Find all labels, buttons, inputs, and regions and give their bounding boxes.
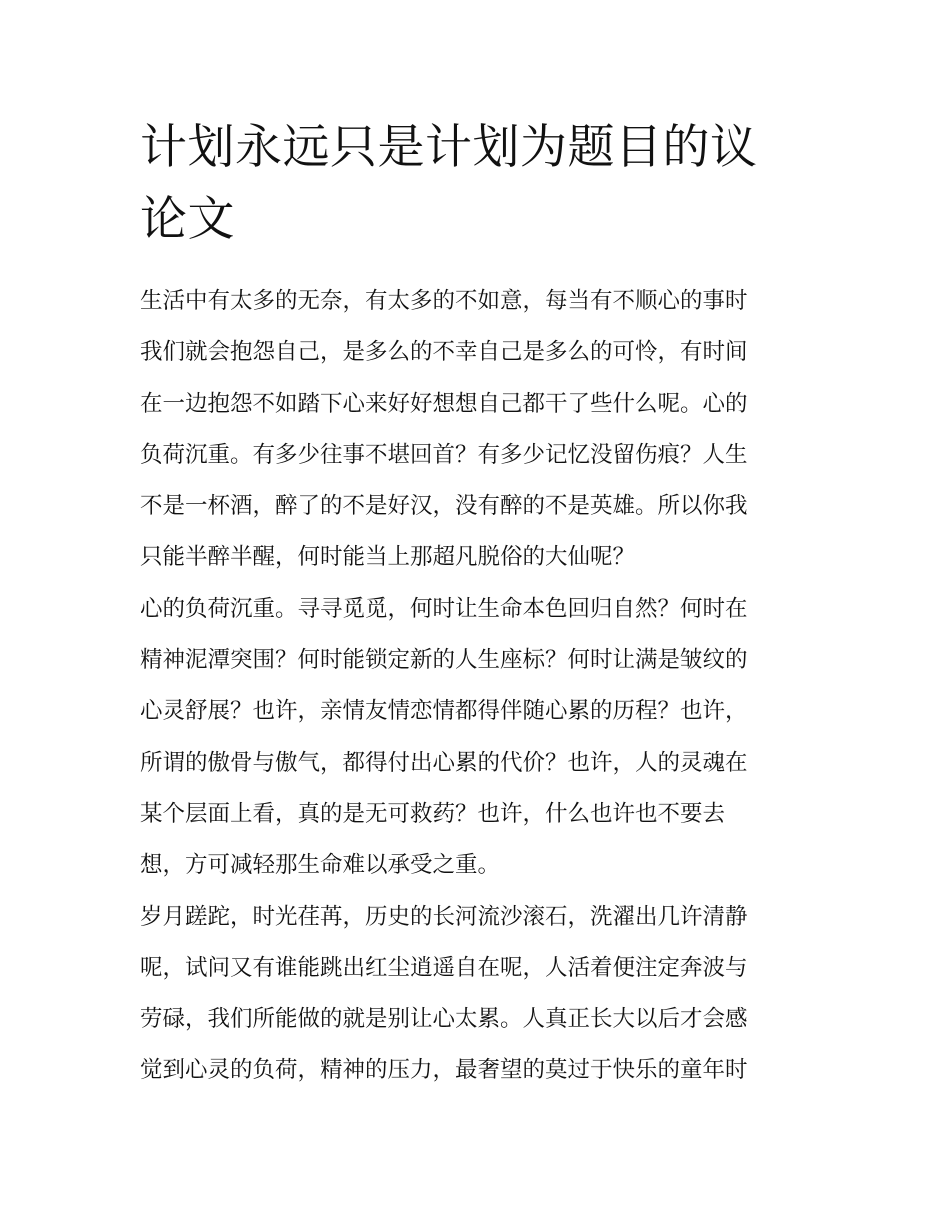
title-line: 论文	[140, 192, 235, 247]
text-line: 觉到心灵的负荷，精神的压力，最奢望的莫过于快乐的童年时	[140, 1057, 748, 1084]
paragraph-2	[140, 584, 812, 892]
paragraph-1	[140, 276, 812, 584]
text-line: 生活中有太多的无奈，有太多的不如意，每当有不顺心的事时	[140, 288, 748, 314]
text-line: 负荷沉重。有多少往事不堪回首？有多少记忆没留伤痕？人生	[140, 441, 748, 468]
text-line: 不是一杯酒，醉了的不是好汉，没有醉的不是英雄。所以你我	[140, 493, 748, 520]
document-title	[140, 112, 812, 256]
text-line: 想，方可减轻那生命难以承受之重。	[140, 852, 501, 879]
text-line: 呢，试问又有谁能跳出红尘逍遥自在呢，人活着便注定奔波与	[140, 954, 748, 981]
text-line: 心灵舒展？也许，亲情友情恋情都得伴随心累的历程？也许，	[140, 698, 748, 725]
text-line: 在一边抱怨不如踏下心来好好想想自己都干了些什么呢。心的	[140, 390, 748, 417]
text-line: 我们就会抱怨自己，是多么的不幸自己是多么的可怜，有时间	[140, 339, 748, 366]
text-line: 只能半醉半醒，何时能当上那超凡脱俗的大仙呢？	[140, 544, 636, 571]
paragraph-3	[140, 892, 812, 1097]
text-line: 所谓的傲骨与傲气，都得付出心累的代价？也许，人的灵魂在	[140, 749, 748, 776]
text-line: 心的负荷沉重。寻寻觅觅，何时让生命本色回归自然？何时在	[140, 595, 748, 622]
text-line: 劳碌，我们所能做的就是别让心太累。人真正长大以后才会感	[140, 1006, 748, 1033]
title-line: 计划永远只是计划为题目的议	[140, 120, 758, 175]
text-line: 某个层面上看，真的是无可救药？也许，什么也许也不要去	[140, 800, 726, 827]
document-content	[140, 112, 812, 1097]
text-line: 精神泥潭突围？何时能锁定新的人生座标？何时让满是皱纹的	[140, 647, 748, 674]
text-line: 岁月蹉跎，时光荏苒，历史的长河流沙滚石，洗濯出几许清静	[140, 903, 748, 930]
